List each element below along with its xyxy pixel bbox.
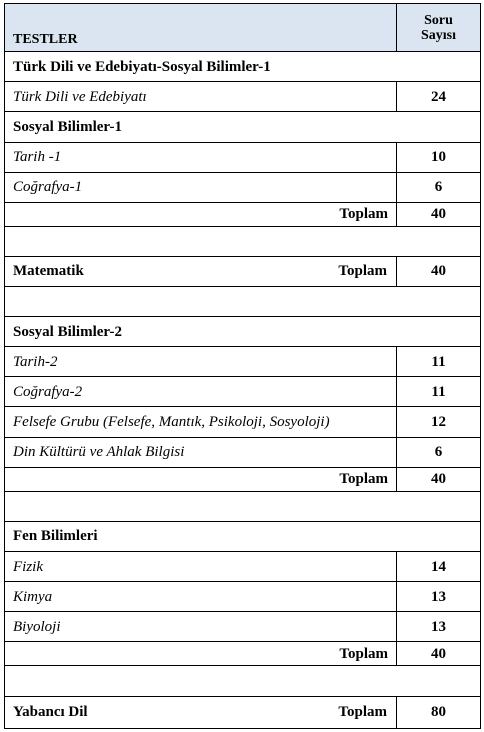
table-row [5,437,481,467]
table-row [5,696,481,728]
total-label: Toplam [5,202,397,226]
subject-label: Kimya [5,582,397,612]
subject-label: Coğrafya-1 [5,172,397,202]
empty-cell [5,666,481,696]
question-count: 13 [397,582,481,612]
subject-label: Türk Dili ve Edebiyatı [5,82,397,112]
total-value: 80 [397,696,481,728]
total-row [5,467,481,491]
table-row [5,256,481,286]
question-count: 11 [397,377,481,407]
question-count: 13 [397,612,481,642]
section-row [5,521,481,551]
total-label: Toplam [338,263,387,280]
section-total-cell [5,696,397,728]
empty-cell [5,226,481,256]
section-total-cell [5,256,397,286]
total-value: 40 [397,202,481,226]
section-title-sb1: Sosyal Bilimler-1 [5,112,481,142]
column-header-tests: TESTLER [5,4,397,52]
table-row [5,142,481,172]
section-row [5,317,481,347]
table-row [5,612,481,642]
table-row [5,172,481,202]
table-row [5,82,481,112]
empty-cell [5,491,481,521]
subject-label: Fizik [5,552,397,582]
total-value: 40 [397,467,481,491]
table-row [5,347,481,377]
section-row [5,52,481,82]
total-label: Toplam [5,642,397,666]
subject-label: Felsefe Grubu (Felsefe, Mantık, Psikoloji, Sosyoloji) [5,407,397,437]
section-row [5,112,481,142]
spacer-row [5,666,481,696]
section-title-sb2: Sosyal Bilimler-2 [5,317,481,347]
header-row [5,4,481,52]
total-value: 40 [397,642,481,666]
table-row [5,377,481,407]
subject-label: Coğrafya-2 [5,377,397,407]
question-count: 6 [397,437,481,467]
total-label: Toplam [338,704,387,721]
column-header-line-2: Sayısı [420,27,456,43]
question-count: 24 [397,82,481,112]
section-title-fen: Fen Bilimleri [5,521,481,551]
table-row [5,552,481,582]
table-row [5,407,481,437]
question-count: 11 [397,347,481,377]
total-value: 40 [397,256,481,286]
table-row [5,582,481,612]
question-count: 10 [397,142,481,172]
section-title-yd: Yabancı Dil [13,704,88,721]
section-title-tde-sb1: Türk Dili ve Edebiyatı-Sosyal Bilimler-1 [5,52,481,82]
subject-label: Tarih-2 [5,347,397,377]
spacer-row [5,287,481,317]
question-count: 12 [397,407,481,437]
subject-label: Tarih -1 [5,142,397,172]
column-header-line-1: Soru [424,12,453,28]
total-label: Toplam [5,467,397,491]
subject-label: Biyoloji [5,612,397,642]
question-count: 6 [397,172,481,202]
empty-cell [5,287,481,317]
column-header-question-count [397,4,481,52]
spacer-row [5,491,481,521]
question-count: 14 [397,552,481,582]
section-title-mat: Matematik [13,263,84,280]
test-distribution-table [4,3,481,729]
subject-label: Din Kültürü ve Ahlak Bilgisi [5,437,397,467]
total-row [5,642,481,666]
spacer-row [5,226,481,256]
total-row [5,202,481,226]
